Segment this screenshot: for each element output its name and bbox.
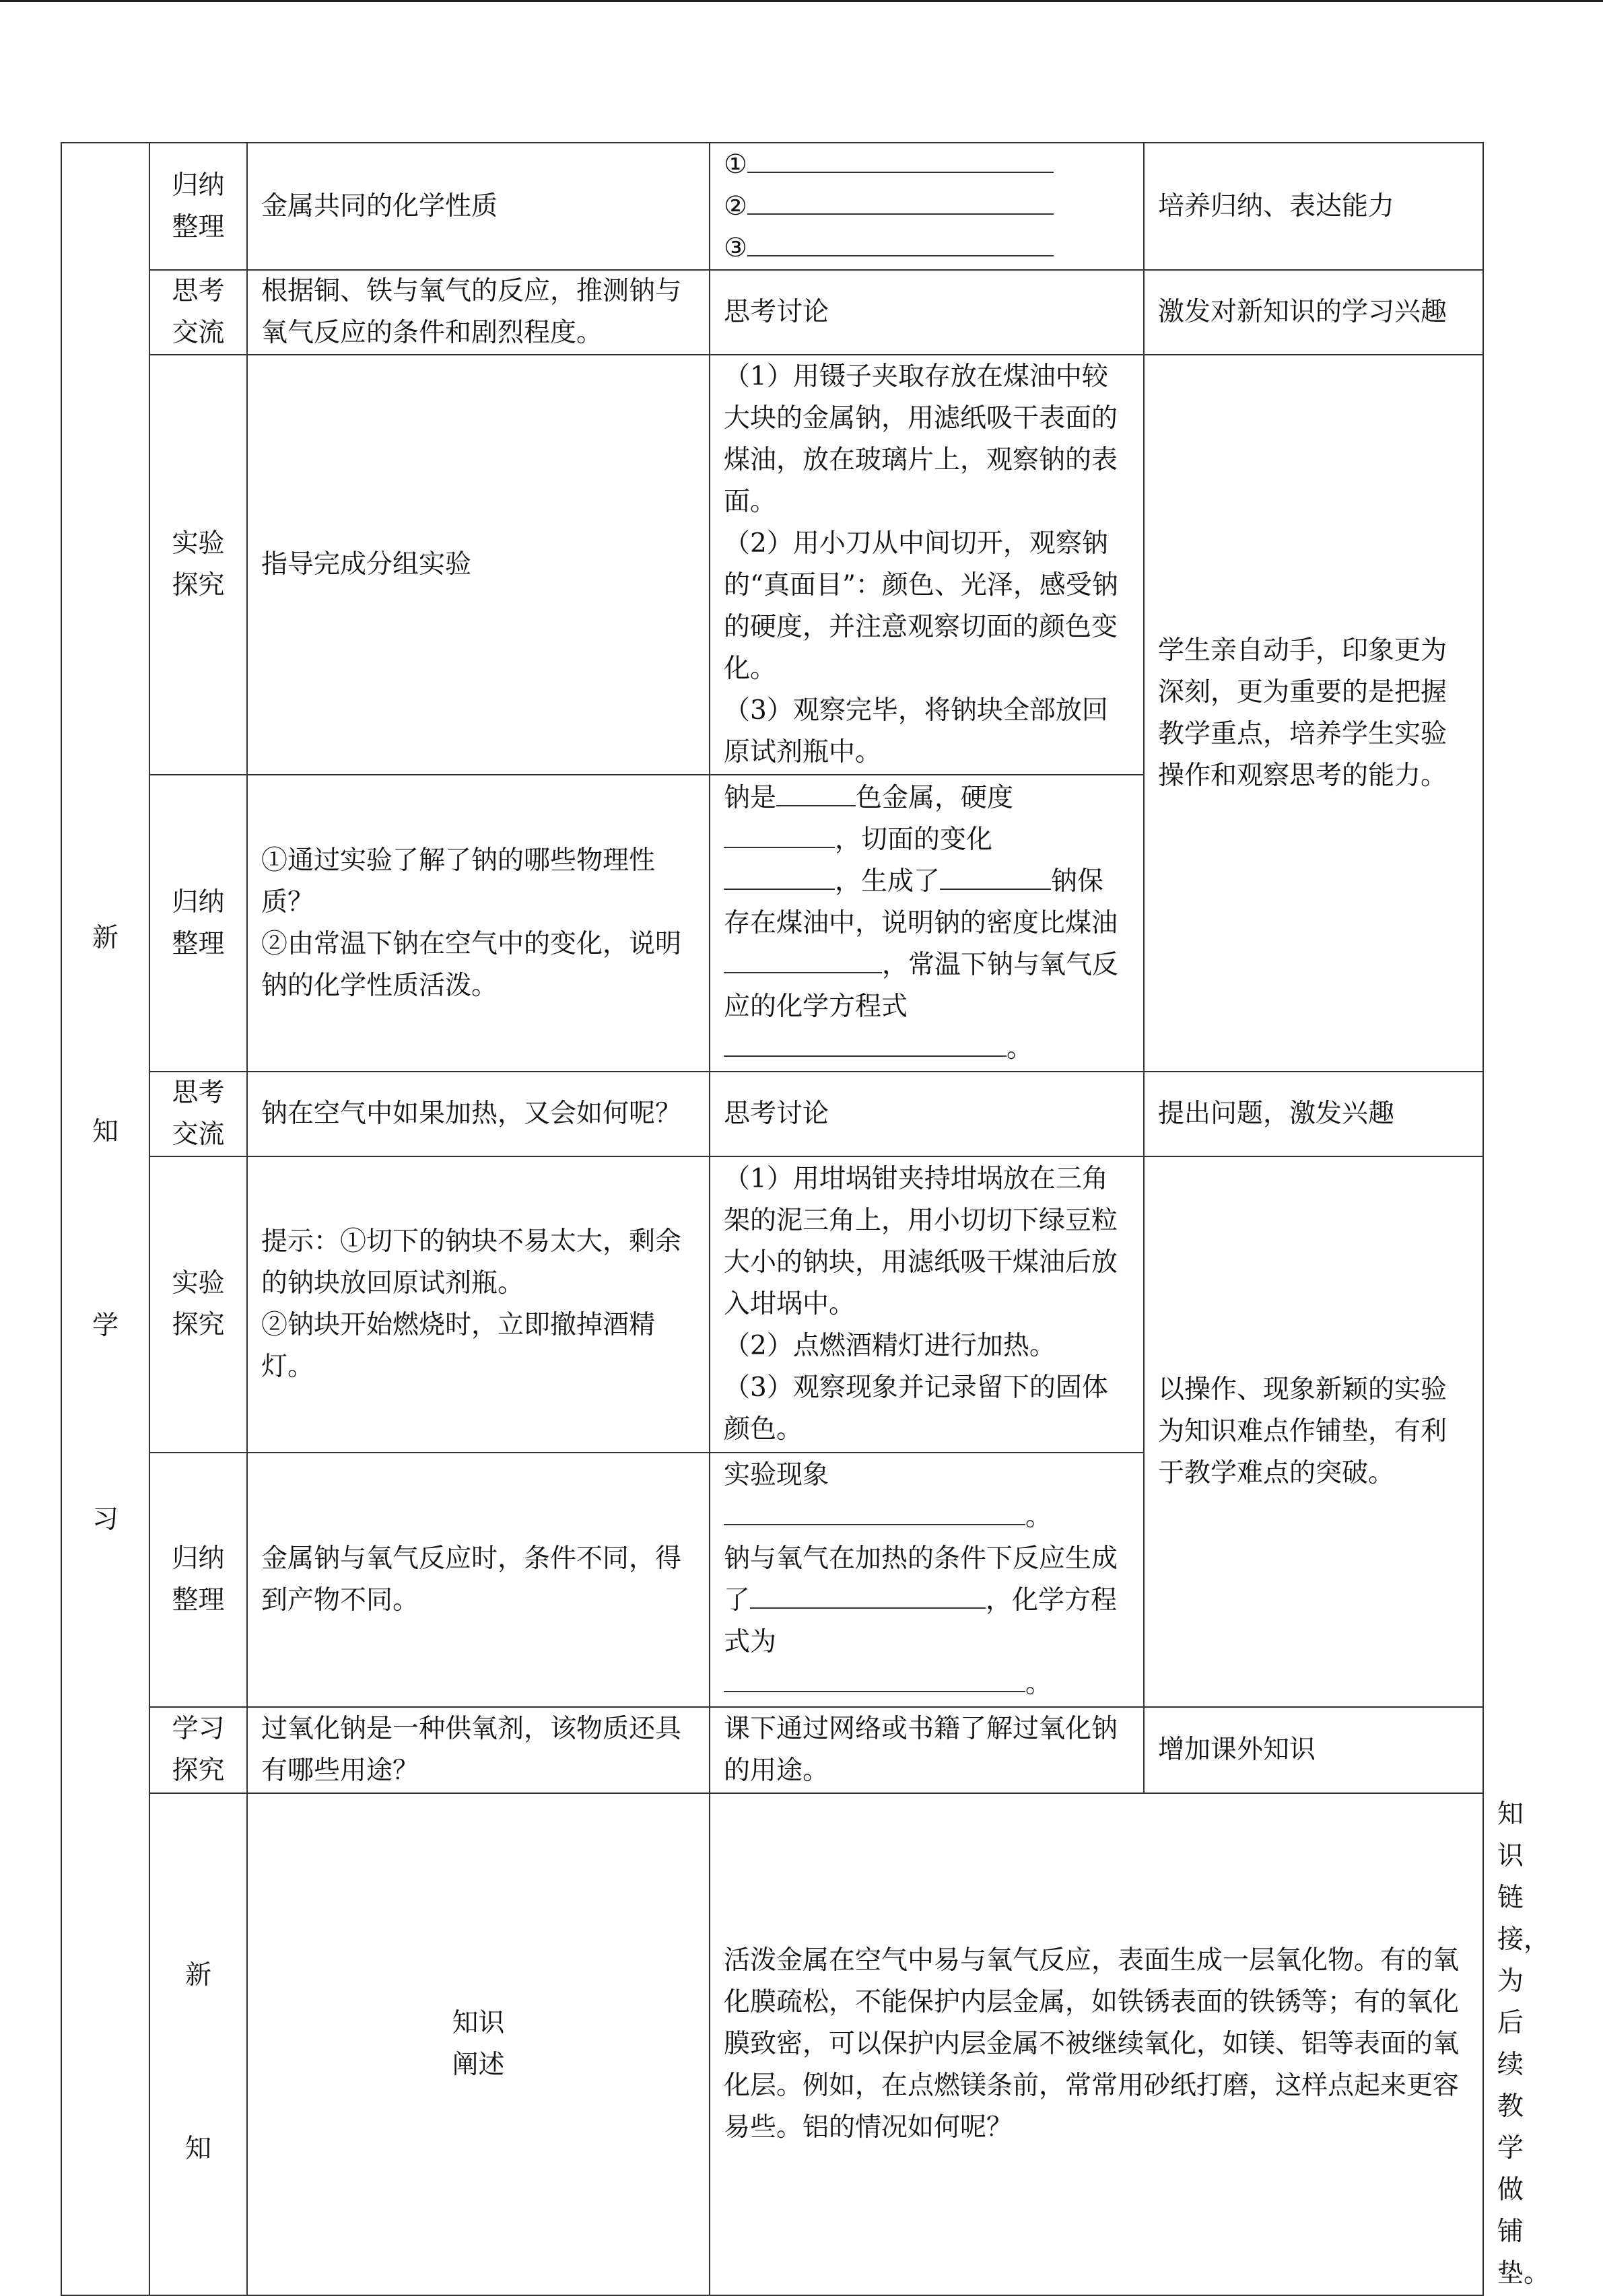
design-purpose: 增加课外知识 <box>1144 1707 1483 1793</box>
knowledge-text: 活泼金属在空气中易与氧气反应，表面生成一层氧化物。有的氧化膜疏松，不能保护内层金属，如铁锈表面的铁锈等；有的氧化膜致密，可以保护内层金属不被继续氧化，如镁、铝等表面的氧化层。例如，在点燃镁条前，常常用砂纸打磨，这样点起来更容易些。铝的情况如何呢？ <box>710 1793 1483 2295</box>
step-label: 学习 探究 <box>149 1707 247 1793</box>
student-activity: 思考讨论 <box>710 270 1144 355</box>
teacher-activity: 钠在空气中如果加热，又会如何呢？ <box>247 1072 710 1156</box>
lesson-plan-table <box>61 142 1550 2296</box>
table-row <box>61 1156 1483 1453</box>
step-label: 归纳 整理 <box>149 1453 247 1707</box>
answer-blank <box>724 820 835 848</box>
answer-blank <box>750 1580 986 1609</box>
student-activity: 课下通过网络或书籍了解过氧化钠的用途。 <box>710 1707 1144 1793</box>
answer-blank <box>776 778 856 806</box>
table-row: 新 知 知识 阐述 活泼金属在空气中易与氧气反应，表面生成一层氧化物。有的氧化膜疏松，不能保护内层金属，如铁锈表面的铁锈等；有的氧化膜致密，可以保护内层金属不被继续氧化，如镁、铝等表面的氧化层。例如，在点燃镁条前，常常用砂纸打磨，这样点起来更容易些。铝的情况如何呢？ 知识链接，为后续教学做铺垫。 <box>61 1793 1483 2295</box>
answer-blank <box>724 945 882 973</box>
student-activity: 思考讨论 <box>710 1072 1144 1156</box>
teacher-activity: 指导完成分组实验 <box>247 355 710 775</box>
section-label-new-knowledge-learning: 新 知 学 习 <box>61 143 149 2295</box>
table-row <box>61 143 1483 270</box>
table-row <box>61 1707 1483 1793</box>
step-label: 实验 探究 <box>149 355 247 775</box>
step-label: 知识 阐述 <box>247 1793 710 2295</box>
step-label: 实验 探究 <box>149 1156 247 1453</box>
student-activity: （1）用镊子夹取存放在煤油中较大块的金属钠，用滤纸吸干表面的煤油，放在玻璃片上，观察钠的表面。 （2）用小刀从中间切开，观察钠的“真面目”：颜色、光泽，感受钠的硬度，并注意观察切面的颜色变化。 （3）观察完毕，将钠块全部放回原试剂瓶中。 <box>710 355 1144 775</box>
student-activity: 实验现象 。 钠与氧气在加热的条件下反应生成了 ，化学方程式为 。 <box>710 1453 1144 1707</box>
teacher-activity: 过氧化钠是一种供氧剂，该物质还具有哪些用途？ <box>247 1707 710 1793</box>
design-purpose: 激发对新知识的学习兴趣 <box>1144 270 1483 355</box>
answer-blank <box>724 1029 1007 1057</box>
answer-blank <box>747 145 1054 173</box>
answer-blank <box>724 1497 1025 1525</box>
table-row <box>61 1072 1483 1156</box>
teacher-activity: 根据铜、铁与氧气的反应，推测钠与氧气反应的条件和剧烈程度。 <box>247 270 710 355</box>
answer-blank <box>747 228 1054 256</box>
table-row <box>61 270 1483 355</box>
answer-blank <box>747 186 1054 215</box>
design-purpose: 培养归纳、表达能力 <box>1144 143 1483 270</box>
student-activity: ① ② ③ <box>710 143 1144 270</box>
top-border-line <box>0 0 1603 2</box>
student-activity: 钠是 色金属，硬度 ，切面的变化 ，生成了 钠保存在煤油中，说明钠的密度比煤油，常温下钠与氧气反应的化学方程式 。 <box>710 775 1144 1072</box>
step-label: 归纳 整理 <box>149 775 247 1072</box>
teacher-activity: ①通过实验了解了钠的哪些物理性质？ ②由常温下钠在空气中的变化，说明钠的化学性质活泼。 <box>247 775 710 1072</box>
design-purpose: 学生亲自动手，印象更为深刻，更为重要的是把握教学重点，培养学生实验操作和观察思考的能力。 <box>1144 355 1483 1072</box>
section-label-new-knowledge: 新 知 <box>149 1793 247 2295</box>
teacher-activity: 提示：①切下的钠块不易太大，剩余的钠块放回原试剂瓶。 ②钠块开始燃烧时，立即撤掉酒精灯。 <box>247 1156 710 1453</box>
step-label: 归纳 整理 <box>149 143 247 270</box>
answer-blank <box>724 1664 1025 1692</box>
design-purpose: 以操作、现象新颖的实验为知识难点作铺垫，有利于教学难点的突破。 <box>1144 1156 1483 1707</box>
table-row <box>61 355 1483 775</box>
design-purpose: 提出问题，激发兴趣 <box>1144 1072 1483 1156</box>
answer-blank <box>940 862 1051 890</box>
teacher-activity: 金属钠与氧气反应时，条件不同，得到产物不同。 <box>247 1453 710 1707</box>
step-label: 思考 交流 <box>149 1072 247 1156</box>
answer-blank <box>724 862 835 890</box>
student-activity: （1）用坩埚钳夹持坩埚放在三角架的泥三角上，用小切切下绿豆粒大小的钠块，用滤纸吸干煤油后放入坩埚中。 （2）点燃酒精灯进行加热。 （3）观察现象并记录留下的固体颜色。 <box>710 1156 1144 1453</box>
teacher-activity: 金属共同的化学性质 <box>247 143 710 270</box>
step-label: 思考 交流 <box>149 270 247 355</box>
